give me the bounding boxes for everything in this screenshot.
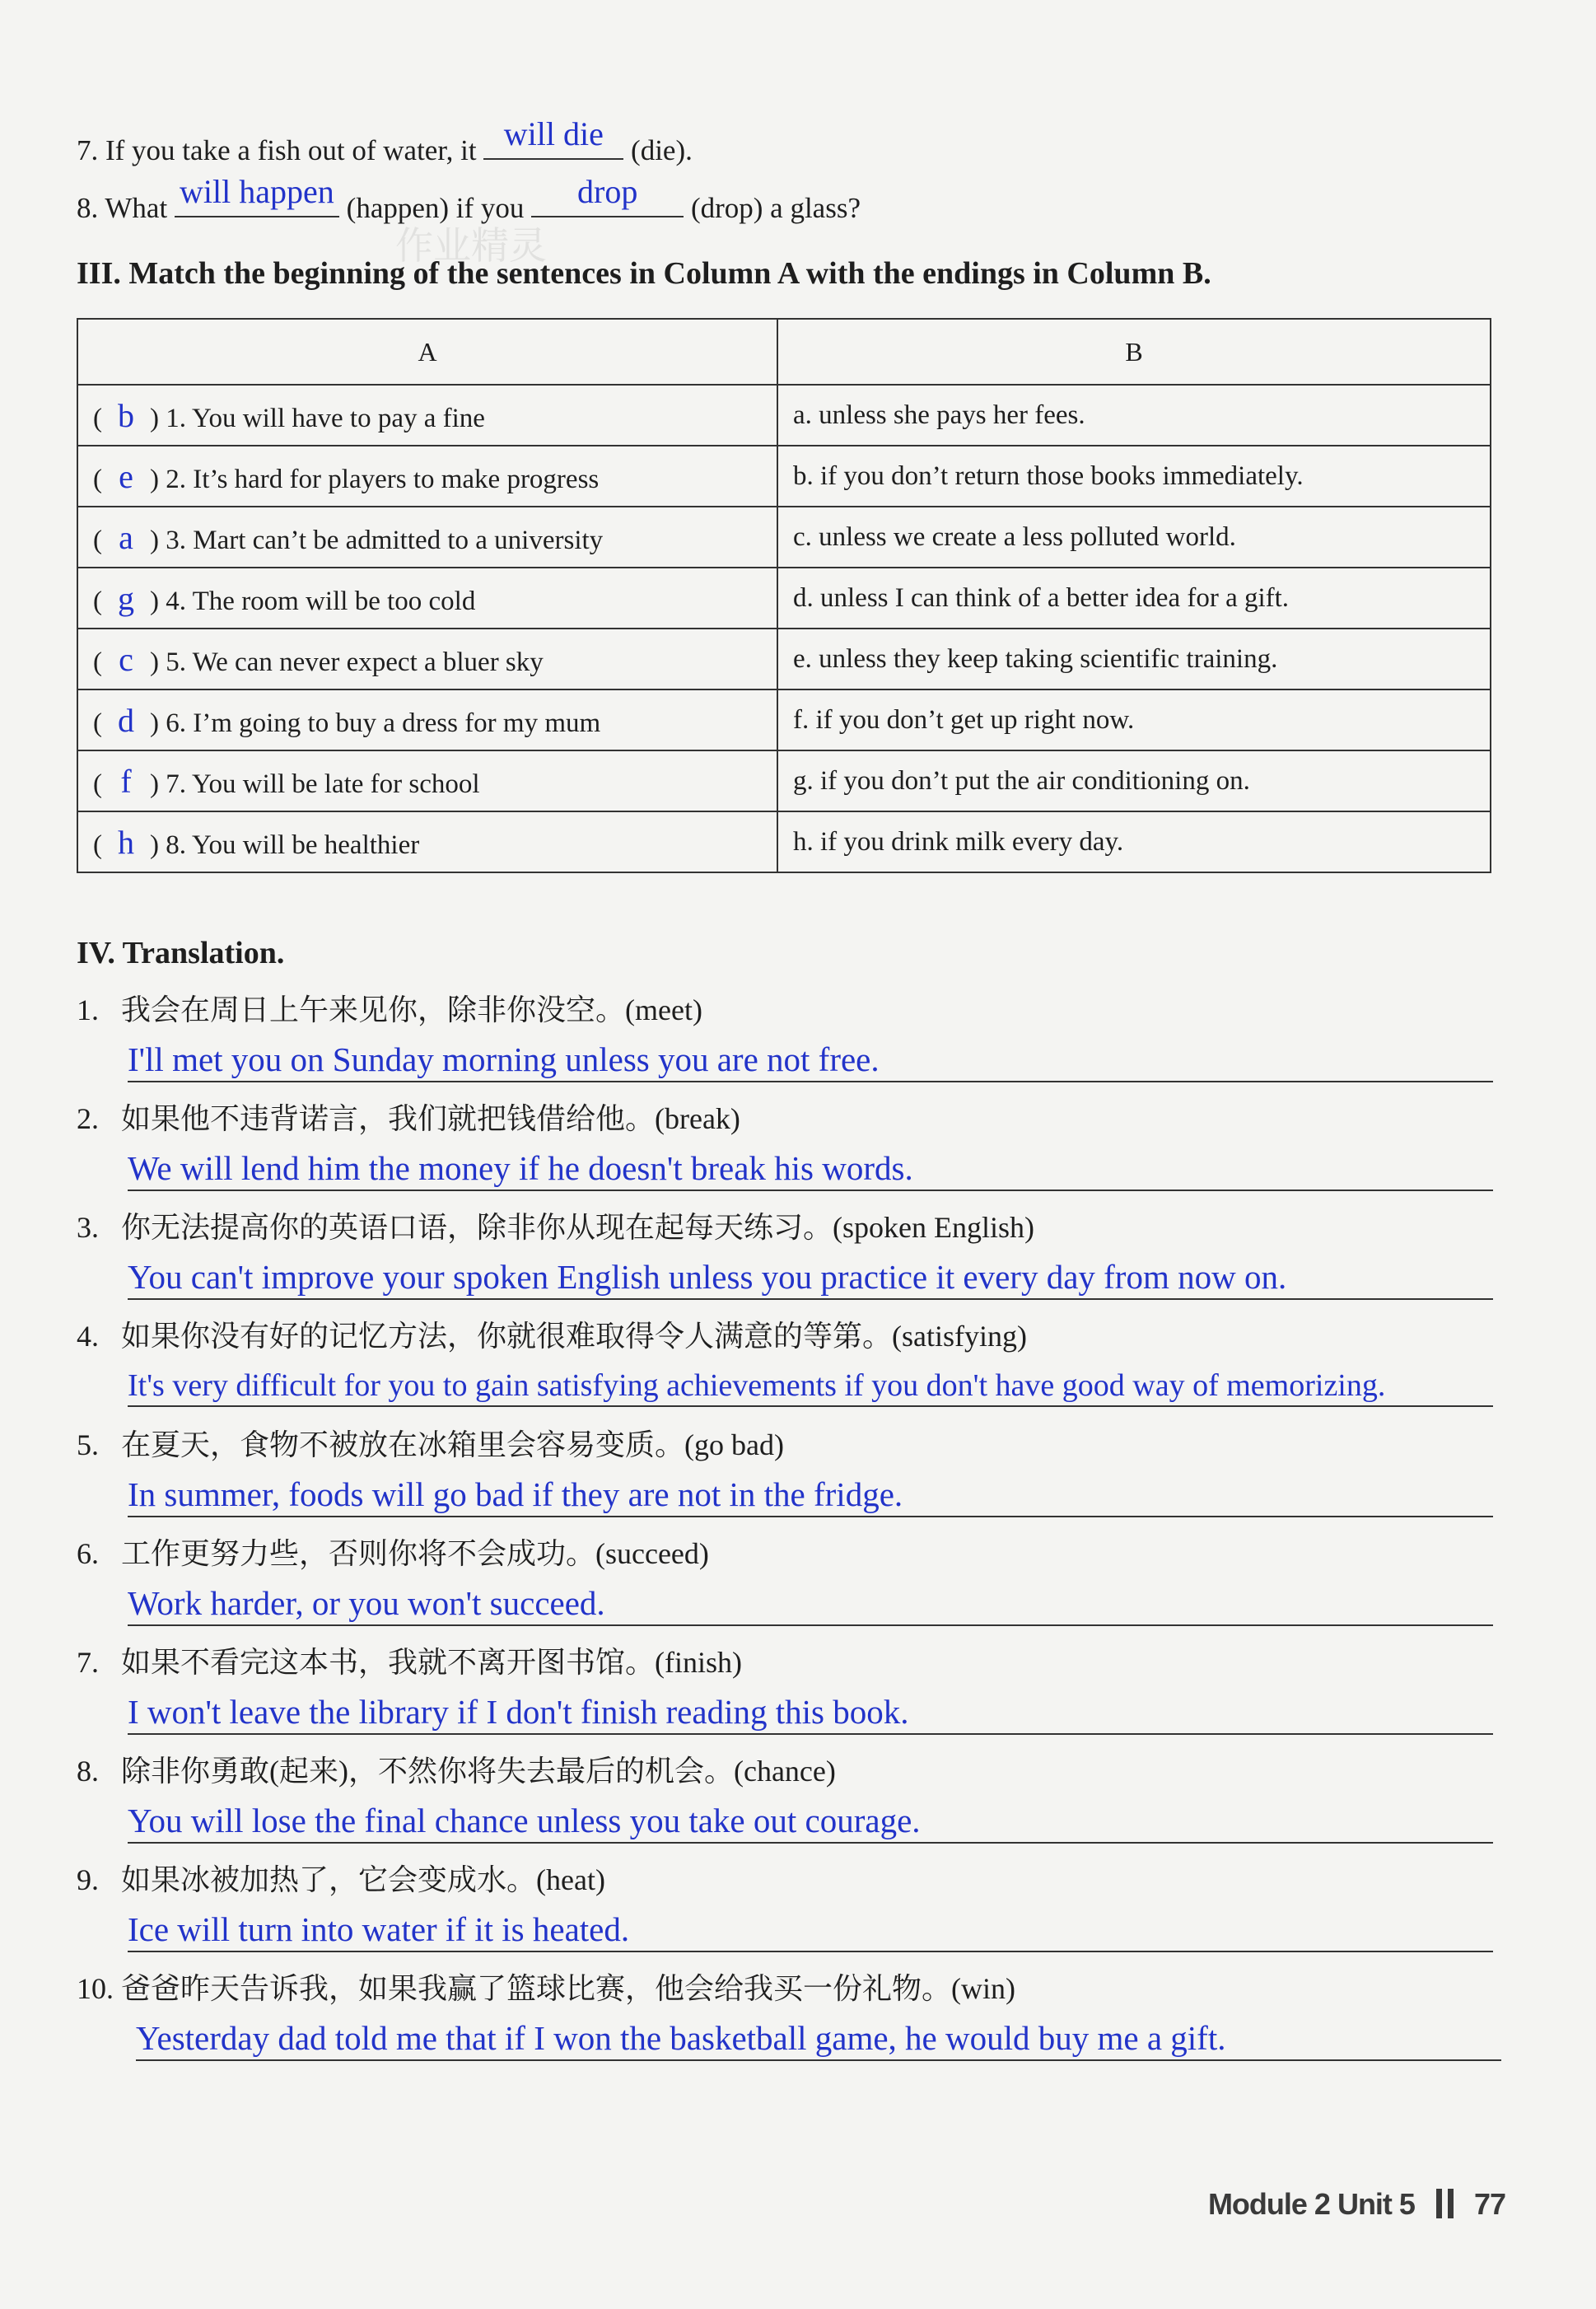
item-number: 10. — [77, 1972, 114, 2005]
item-number: 3. — [77, 1211, 99, 1244]
handwritten-answer: In summer, foods will go bad if they are not in the fridge. — [128, 1475, 903, 1513]
column-a-cell: ( b ) 1. You will have to pay a fine — [77, 385, 777, 446]
sentence-part: (happen) if you — [346, 192, 525, 224]
chinese-sentence: 如果你没有好的记忆方法，你就很难取得令人满意的等第。(satisfying) — [121, 1320, 1027, 1353]
divider-bars-icon — [1436, 2187, 1459, 2222]
answer-blank[interactable] — [483, 115, 623, 160]
handwritten-answer: Ice will turn into water if it is heated. — [128, 1910, 630, 1948]
chinese-sentence: 我会在周日上午来见你，除非你没空。(meet) — [121, 993, 702, 1026]
column-a-cell: ( d ) 6. I’m going to buy a dress for my mum — [77, 689, 777, 750]
column-a-cell: ( g ) 4. The room will be too cold — [77, 568, 777, 629]
item-number: 7. — [77, 1646, 99, 1679]
table-row — [77, 568, 1491, 629]
chinese-sentence: 在夏天，食物不被放在冰箱里会容易变质。(go bad) — [121, 1428, 784, 1461]
page-footer — [1208, 2187, 1505, 2222]
handwritten-answer: I won't leave the library if I don't finish reading this book. — [128, 1693, 909, 1731]
sentence-part: (drop) a glass? — [690, 192, 861, 224]
table-row — [77, 507, 1491, 568]
translation-prompt-2 — [77, 1096, 740, 1138]
handwritten-answer: You can't improve your spoken English unless you practice it every day from now on. — [128, 1258, 1287, 1296]
item-number: 7. — [77, 134, 99, 166]
answer-slot[interactable]: d — [118, 701, 134, 739]
answer-line-9[interactable] — [128, 1909, 1493, 1952]
translation-prompt-5 — [77, 1422, 784, 1464]
handwritten-answer: Work harder, or you won't succeed. — [128, 1584, 605, 1622]
translation-prompt-7 — [77, 1639, 742, 1681]
sentence-beginning: ) 1. You will have to pay a fine — [150, 403, 485, 433]
sentence-beginning: ) 2. It’s hard for players to make progress — [150, 464, 600, 494]
sentence-beginning: ) 8. You will be healthier — [150, 830, 420, 860]
answer-slot[interactable]: b — [118, 396, 134, 434]
answer-line-1[interactable] — [128, 1040, 1493, 1082]
column-a-cell: ( h ) 8. You will be healthier — [77, 811, 777, 872]
matching-table — [77, 318, 1491, 873]
answer-blank[interactable] — [531, 173, 684, 217]
chinese-sentence: 工作更努力些，否则你将不会成功。(succeed) — [121, 1537, 709, 1570]
answer-line-2[interactable] — [128, 1148, 1493, 1191]
column-b-cell: b. if you don’t return those books immediately. — [777, 446, 1491, 507]
page-number: 77 — [1473, 2187, 1505, 2221]
sentence-beginning: ) 5. We can never expect a bluer sky — [150, 647, 544, 677]
column-b-header: B — [777, 319, 1491, 385]
answer-line-7[interactable] — [128, 1692, 1493, 1735]
column-b-cell: a. unless she pays her fees. — [777, 385, 1491, 446]
answer-line-3[interactable] — [128, 1257, 1493, 1300]
table-row — [77, 689, 1491, 750]
column-b-cell: g. if you don’t put the air conditioning on. — [777, 750, 1491, 811]
answer-line-4[interactable] — [128, 1364, 1493, 1407]
handwritten-answer: I'll met you on Sunday morning unless you are not free. — [128, 1040, 880, 1078]
answer-blank[interactable] — [175, 173, 339, 217]
chinese-sentence: 你无法提高你的英语口语，除非你从现在起每天练习。(spoken English) — [121, 1211, 1034, 1244]
item-number: 8. — [77, 1755, 99, 1788]
item-number: 9. — [77, 1863, 99, 1896]
translation-prompt-9 — [77, 1857, 605, 1899]
handwritten-answer: drop — [577, 173, 638, 210]
chinese-sentence: 如果冰被加热了，它会变成水。(heat) — [121, 1863, 605, 1896]
answer-slot[interactable]: g — [118, 579, 134, 617]
chinese-sentence: 如果他不违背诺言，我们就把钱借给他。(break) — [121, 1102, 740, 1135]
table-row — [77, 446, 1491, 507]
answer-slot[interactable]: e — [119, 457, 133, 495]
column-a-cell: ( a ) 3. Mart can’t be admitted to a university — [77, 507, 777, 568]
handwritten-answer: It's very difficult for you to gain satisfying achievements if you don't have good way of memorizing. — [128, 1368, 1386, 1403]
module-label: Module 2 Unit 5 — [1207, 2187, 1415, 2221]
column-a-cell: ( c ) 5. We can never expect a bluer sky — [77, 629, 777, 689]
translation-prompt-8 — [77, 1748, 836, 1790]
answer-slot[interactable]: c — [119, 640, 133, 678]
item-number: 2. — [77, 1102, 99, 1135]
translation-prompt-4 — [77, 1313, 1027, 1355]
sentence-beginning: ) 4. The room will be too cold — [150, 586, 476, 616]
sentence-part: If you take a fish out of water, it — [105, 134, 477, 166]
sentence-beginning: ) 3. Mart can’t be admitted to a university — [150, 525, 604, 555]
item-number: 8. — [77, 192, 99, 224]
translation-prompt-6 — [77, 1531, 709, 1573]
chinese-sentence: 如果不看完这本书，我就不离开图书馆。(finish) — [121, 1646, 742, 1679]
fill-item-7 — [77, 115, 693, 167]
watermark: 作业精灵 — [395, 223, 547, 268]
handwritten-answer: will happen — [180, 173, 334, 210]
column-a-cell: ( f ) 7. You will be late for school — [77, 750, 777, 811]
column-a-header: A — [77, 319, 777, 385]
answer-slot[interactable]: f — [120, 762, 132, 800]
item-number: 4. — [77, 1320, 99, 1353]
column-b-cell: d. unless I can think of a better idea for a gift. — [777, 568, 1491, 629]
chinese-sentence: 除非你勇敢(起来)，不然你将失去最后的机会。(chance) — [121, 1755, 836, 1788]
handwritten-answer: Yesterday dad told me that if I won the basketball game, he would buy me a gift. — [136, 2019, 1226, 2057]
translation-prompt-1 — [77, 987, 702, 1029]
answer-line-8[interactable] — [128, 1801, 1493, 1844]
sentence-part: What — [105, 192, 168, 224]
table-row — [77, 385, 1491, 446]
table-row — [77, 629, 1491, 689]
sentence-beginning: ) 7. You will be late for school — [150, 769, 480, 799]
column-b-cell: e. unless they keep taking scientific training. — [777, 629, 1491, 689]
sentence-part: (die). — [631, 134, 693, 166]
column-b-cell: h. if you drink milk every day. — [777, 811, 1491, 872]
answer-slot[interactable]: a — [119, 518, 133, 556]
translation-prompt-10 — [77, 1965, 1015, 2008]
translation-prompt-3 — [77, 1204, 1034, 1246]
answer-line-6[interactable] — [128, 1583, 1493, 1626]
answer-line-5[interactable] — [128, 1475, 1493, 1517]
column-b-cell: c. unless we create a less polluted world. — [777, 507, 1491, 568]
item-number: 6. — [77, 1537, 99, 1570]
chinese-sentence: 爸爸昨天告诉我，如果我赢了篮球比赛，他会给我买一份礼物。(win) — [121, 1972, 1015, 2005]
section-3-heading: III. Match the beginning of the sentences in Column A with the endings in Column B. — [77, 256, 1211, 291]
column-a-cell: ( e ) 2. It’s hard for players to make progress — [77, 446, 777, 507]
section-4-heading: IV. Translation. — [77, 936, 285, 970]
handwritten-answer: We will lend him the money if he doesn't break his words. — [128, 1149, 913, 1187]
answer-line-10[interactable] — [136, 2018, 1501, 2061]
table-header-row — [77, 319, 1491, 385]
handwritten-answer: will die — [503, 115, 604, 152]
handwritten-answer: You will lose the final chance unless you take out courage. — [128, 1802, 921, 1839]
sentence-beginning: ) 6. I’m going to buy a dress for my mum — [150, 708, 601, 738]
answer-slot[interactable]: h — [118, 823, 134, 861]
column-b-cell: f. if you don’t get up right now. — [777, 689, 1491, 750]
table-row — [77, 750, 1491, 811]
table-row — [77, 811, 1491, 872]
item-number: 5. — [77, 1428, 99, 1461]
item-number: 1. — [77, 993, 99, 1026]
